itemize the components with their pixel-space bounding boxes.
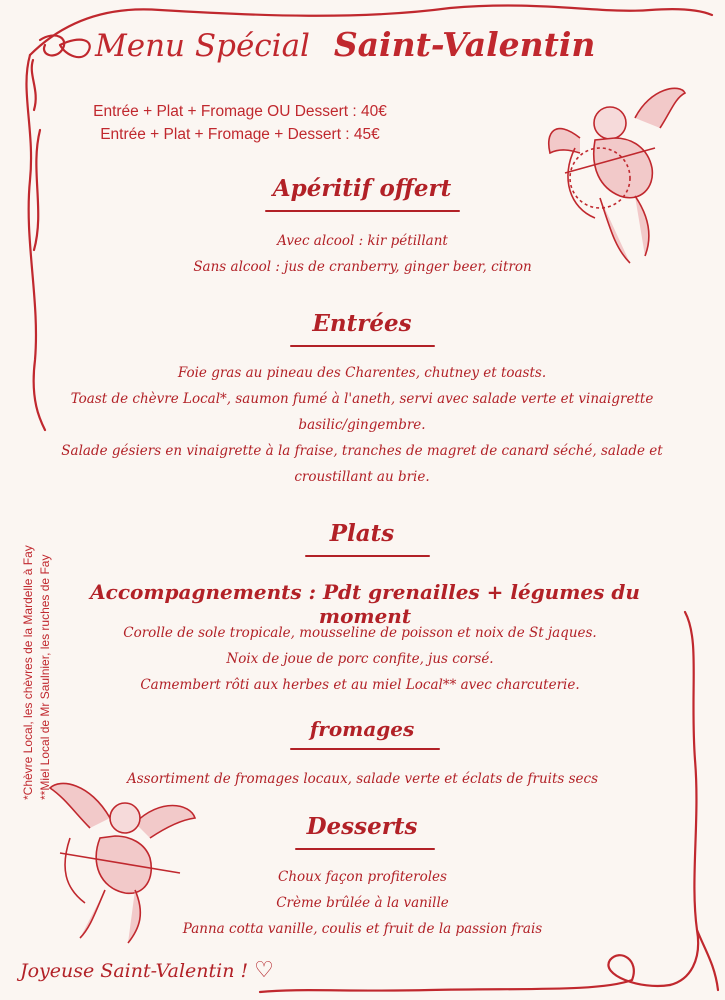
closing-text: Joyeuse Saint-Valentin ! <box>20 960 249 982</box>
list-item: Avec alcool : kir pétillant <box>277 233 448 249</box>
plats-subtitle: Accompagnements : Pdt grenailles + légumes du moment <box>90 580 640 628</box>
list-item: Noix de joue de porc confite, jus corsé. <box>226 651 494 667</box>
plats-underline <box>305 555 430 557</box>
price-line: Entrée + Plat + Fromage + Dessert : 45€ <box>100 126 380 143</box>
aperitif-title: Apéritif offert <box>272 175 452 202</box>
plats-title: Plats <box>329 520 395 547</box>
desserts-list <box>150 864 575 942</box>
closing-message <box>20 958 274 983</box>
price-line: Entrée + Plat + Fromage OU Dessert : 40€ <box>93 103 387 120</box>
footnotes <box>20 420 60 800</box>
list-item: Camembert rôti aux herbes et au miel Local** avec charcuterie. <box>140 677 580 693</box>
desserts-underline <box>295 848 435 850</box>
list-item: Salade gésiers en vinaigrette à la fraise, tranches de magret de canard séché, salade et <box>61 443 663 459</box>
cherub-illustration-bottom <box>40 778 200 953</box>
footnote: *Chèvre Local, les chèvres de la Mardelle à Fay <box>21 545 35 800</box>
entrees-title: Entrées <box>312 310 412 337</box>
list-item: Crème brûlée à la vanille <box>276 895 449 911</box>
plats-list <box>80 620 640 698</box>
list-item: Assortiment de fromages locaux, salade verte et éclats de fruits secs <box>126 771 599 787</box>
aperitif-list <box>120 228 605 280</box>
footnote: **Miel Local de Mr Saulnier, les ruches de Fay <box>38 554 52 800</box>
title-part-2: Saint-Valentin <box>333 25 596 64</box>
list-item: Toast de chèvre Local*, saumon fumé à l'aneth, servi avec salade verte et vinaigrette <box>70 391 654 407</box>
title-part-1: Menu Spécial <box>95 28 310 64</box>
fromages-title: fromages <box>309 717 415 741</box>
list-item: Sans alcool : jus de cranberry, ginger beer, citron <box>193 259 532 275</box>
menu-title <box>95 25 705 64</box>
desserts-title: Desserts <box>306 813 418 840</box>
fromages-underline <box>290 748 440 750</box>
list-item: Panna cotta vanille, coulis et fruit de la passion frais <box>182 921 543 937</box>
price-list <box>55 100 425 146</box>
entrees-list <box>42 360 682 490</box>
list-item: Corolle de sole tropicale, mousseline de poisson et noix de St jaques. <box>123 625 597 641</box>
list-item: croustillant au brie. <box>294 469 430 485</box>
list-item: basilic/gingembre. <box>298 417 426 433</box>
entrees-underline <box>290 345 435 347</box>
list-item: Foie gras au pineau des Charentes, chutney et toasts. <box>177 365 547 381</box>
heart-icon: ♡ <box>254 958 274 983</box>
aperitif-underline <box>265 210 460 212</box>
list-item: Choux façon profiteroles <box>278 869 447 885</box>
